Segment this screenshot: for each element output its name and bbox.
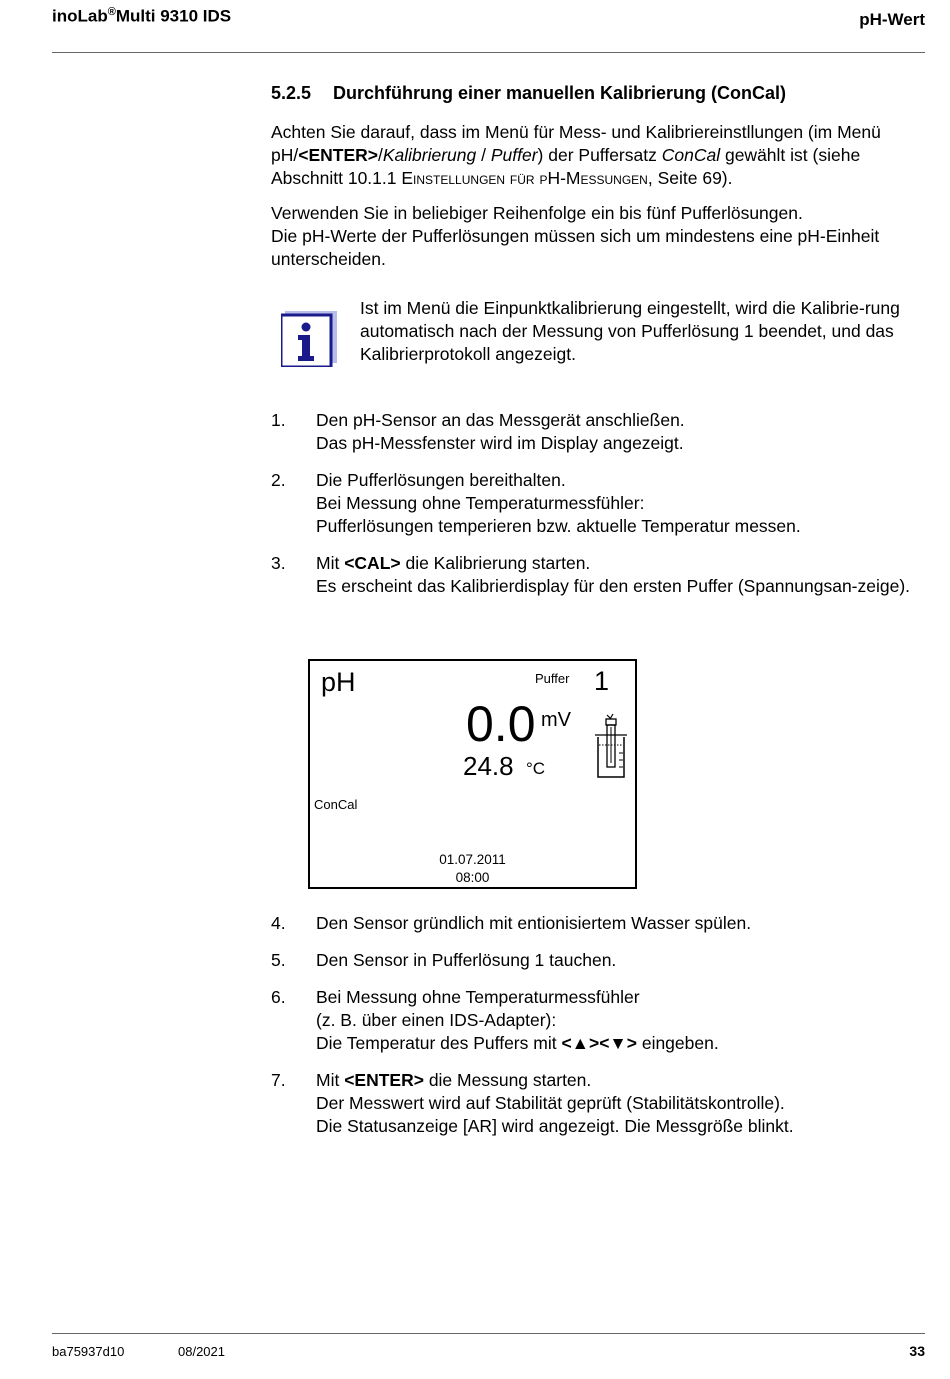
note-text: Ist im Menü die Einpunktkalibrierung eingestellt, wird die Kalibrie-rung automatisch nach der Messung von Pufferlösung 1 beendet, und das Kalibrierprotokoll angezeigt. bbox=[360, 298, 900, 364]
list-item bbox=[271, 912, 911, 935]
cal-key-ref: <CAL> bbox=[344, 553, 401, 573]
menu-puffer: Puffer bbox=[490, 145, 538, 165]
step-text: Das pH-Messfenster wird im Display angezeigt. bbox=[316, 433, 684, 453]
step-text-post: eingeben. bbox=[636, 1033, 719, 1053]
display-measured-value: 0.0 bbox=[466, 696, 536, 752]
step-text-post: die Kalibrierung starten. bbox=[400, 553, 591, 573]
enter-key-ref: <ENTER> bbox=[298, 145, 378, 165]
step-text-pre: Die Temperatur des Puffers mit bbox=[316, 1033, 562, 1053]
section-reference: Einstellungen für pH-Messungen bbox=[401, 168, 648, 188]
list-item bbox=[271, 409, 911, 455]
step-number: 7. bbox=[271, 1070, 286, 1090]
steps-list-a bbox=[271, 409, 911, 598]
display-time: 08:00 bbox=[455, 870, 490, 885]
display-buffer-set: ConCal bbox=[314, 797, 358, 812]
step-number: 1. bbox=[271, 410, 286, 430]
para1-text-2: ) der Puffersatz bbox=[537, 145, 662, 165]
step-text-pre: Mit bbox=[316, 553, 345, 573]
footer-divider bbox=[52, 1333, 925, 1334]
step-number: 2. bbox=[271, 470, 286, 490]
display-value-unit: mV bbox=[541, 709, 571, 731]
para1-text-3: gewählt ist (siehe Abschnitt 10.1.1 bbox=[271, 145, 861, 188]
list-item bbox=[271, 552, 911, 598]
step-text: Den pH-Sensor an das Messgerät anschließen. bbox=[316, 410, 685, 430]
step-text bbox=[316, 1069, 911, 1092]
buffer-set-concal: ConCal bbox=[661, 145, 721, 165]
list-item bbox=[271, 1069, 911, 1138]
header-section: pH-Wert bbox=[859, 10, 925, 29]
beaker-electrode-icon bbox=[593, 713, 629, 781]
step-text: Bei Messung ohne Temperaturmessfühler: bbox=[316, 493, 645, 513]
list-item bbox=[271, 949, 911, 972]
info-icon bbox=[281, 311, 337, 367]
step-text: (z. B. über einen IDS-Adapter): bbox=[316, 1010, 557, 1030]
steps-list-b bbox=[271, 912, 911, 1138]
calibration-display bbox=[308, 659, 637, 889]
step-text-pre: Mit bbox=[316, 1070, 345, 1090]
menu-kalibrierung: Kalibrierung bbox=[382, 145, 477, 165]
intro-paragraph bbox=[271, 121, 931, 190]
display-datetime bbox=[310, 851, 635, 887]
step-text-post: die Messung starten. bbox=[423, 1070, 592, 1090]
display-temperature: 24.8 bbox=[463, 751, 514, 781]
registered-mark: ® bbox=[107, 6, 116, 18]
header-divider bbox=[52, 52, 925, 53]
arrow-keys-ref: <▲><▼> bbox=[561, 1033, 637, 1053]
para1-text-1: Achten Sie darauf, dass im Menü für Mess- und Kalibriereinstllungen (im Menü pH/ bbox=[271, 122, 881, 165]
step-text: Den Sensor in Pufferlösung 1 tauchen. bbox=[316, 950, 617, 970]
step-number: 5. bbox=[271, 950, 286, 970]
list-item bbox=[271, 469, 911, 538]
brand-name: inoLab bbox=[52, 6, 108, 26]
list-item bbox=[271, 986, 911, 1055]
step-number: 3. bbox=[271, 553, 286, 573]
step-text: Bei Messung ohne Temperaturmessfühler bbox=[316, 987, 640, 1007]
model-name: Multi 9310 IDS bbox=[115, 6, 232, 26]
enter-key-ref: <ENTER> bbox=[344, 1070, 424, 1090]
para1-text-4: , Seite 69). bbox=[647, 168, 733, 188]
step-text: Die Statusanzeige [AR] wird angezeigt. Die Messgröße blinkt. bbox=[316, 1116, 794, 1136]
step-text bbox=[316, 552, 911, 575]
step-text: Die Pufferlösungen bereithalten. bbox=[316, 470, 566, 490]
step-number: 6. bbox=[271, 987, 286, 1007]
display-date: 01.07.2011 bbox=[439, 852, 506, 867]
display-buffer-number: 1 bbox=[594, 666, 610, 696]
buffer-paragraph bbox=[271, 202, 931, 271]
para1-sep-2: / bbox=[476, 145, 491, 165]
para2-line-2: Die pH-Werte der Pufferlösungen müssen sich um mindestens eine pH-Einheit unterscheiden. bbox=[271, 226, 880, 269]
header-title bbox=[52, 6, 231, 27]
page-number: 33 bbox=[909, 1343, 925, 1359]
step-text bbox=[316, 1032, 911, 1055]
step-text: Pufferlösungen temperieren bzw. aktuelle Temperatur messen. bbox=[316, 516, 801, 536]
para1-sep-1: / bbox=[377, 145, 383, 165]
step-text: Der Messwert wird auf Stabilität geprüft (Stabilitätskontrolle). bbox=[316, 1093, 785, 1113]
section-heading bbox=[271, 83, 786, 104]
footer-document-id: ba75937d10 bbox=[52, 1344, 125, 1359]
para2-line-1: Verwenden Sie in beliebiger Reihenfolge ein bis fünf Pufferlösungen. bbox=[271, 203, 803, 223]
section-number: 5.2.5 bbox=[271, 83, 312, 103]
display-buffer-label: Puffer bbox=[535, 671, 570, 686]
step-text: Den Sensor gründlich mit entionisiertem Wasser spülen. bbox=[316, 913, 752, 933]
display-parameter: pH bbox=[321, 667, 356, 697]
step-text: Es erscheint das Kalibrierdisplay für den ersten Puffer (Spannungsan-zeige). bbox=[316, 576, 911, 596]
step-number: 4. bbox=[271, 913, 286, 933]
display-temperature-unit: °C bbox=[526, 759, 546, 778]
section-title: Durchführung einer manuellen Kalibrierung (ConCal) bbox=[333, 83, 787, 103]
footer-date: 08/2021 bbox=[178, 1344, 225, 1359]
